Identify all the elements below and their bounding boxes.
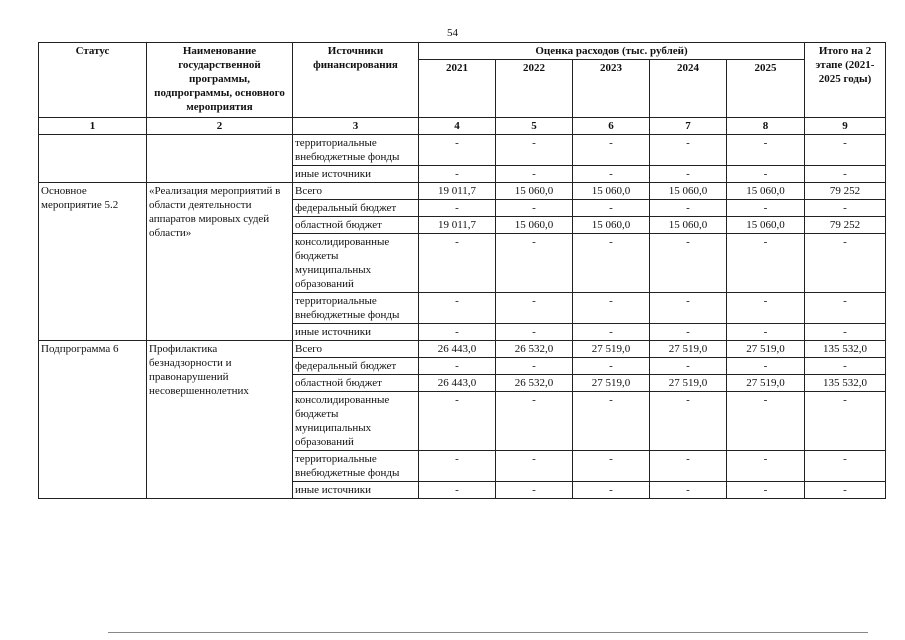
column-number: 1 (39, 118, 147, 135)
year-value-cell: - (496, 324, 573, 341)
year-value-cell: - (650, 451, 727, 482)
year-value-cell: - (650, 482, 727, 499)
header-total: Итого на 2 этапе (2021-2025 годы) (805, 43, 886, 118)
year-value-cell: - (573, 451, 650, 482)
year-value-cell: - (496, 234, 573, 293)
column-number: 3 (293, 118, 419, 135)
header-name: Наименование государственной программы, подпрограммы, основного мероприятия (147, 43, 293, 118)
header-status: Статус (39, 43, 147, 118)
total-value-cell: - (805, 293, 886, 324)
year-value-cell: 26 443,0 (419, 341, 496, 358)
year-value-cell: - (496, 392, 573, 451)
year-value-cell: 26 532,0 (496, 375, 573, 392)
total-value-cell: - (805, 234, 886, 293)
year-value-cell: - (727, 392, 805, 451)
year-value-cell: 15 060,0 (727, 183, 805, 200)
total-value-cell: - (805, 358, 886, 375)
footer-divider (108, 632, 868, 633)
total-value-cell: - (805, 451, 886, 482)
funding-source-cell: территориальные внебюджетные фонды (293, 293, 419, 324)
year-value-cell: - (496, 135, 573, 166)
year-value-cell: 27 519,0 (727, 341, 805, 358)
year-value-cell: - (650, 392, 727, 451)
program-name-cell: Профилактика безнадзорности и правонарушений несовершеннолетних (147, 341, 293, 499)
year-value-cell: - (650, 166, 727, 183)
table-row (39, 183, 886, 200)
year-value-cell: 15 060,0 (496, 217, 573, 234)
year-value-cell: - (496, 200, 573, 217)
year-value-cell: 27 519,0 (727, 375, 805, 392)
year-value-cell: - (727, 358, 805, 375)
column-number: 6 (573, 118, 650, 135)
year-value-cell: 27 519,0 (573, 341, 650, 358)
program-name-cell (147, 135, 293, 183)
column-number: 4 (419, 118, 496, 135)
column-number: 7 (650, 118, 727, 135)
header-year: 2025 (727, 60, 805, 118)
year-value-cell: - (419, 135, 496, 166)
table-body (39, 118, 886, 499)
page-number: 54 (447, 27, 458, 39)
year-value-cell: - (727, 135, 805, 166)
year-value-cell: - (573, 358, 650, 375)
total-value-cell: - (805, 166, 886, 183)
year-value-cell: 15 060,0 (496, 183, 573, 200)
year-value-cell: - (650, 358, 727, 375)
year-value-cell: - (573, 482, 650, 499)
header-sources: Источники финансирования (293, 43, 419, 118)
year-value-cell: 19 011,7 (419, 217, 496, 234)
year-value-cell: - (496, 166, 573, 183)
year-value-cell: - (650, 234, 727, 293)
funding-source-cell: иные источники (293, 166, 419, 183)
year-value-cell: - (419, 166, 496, 183)
funding-source-cell: территориальные внебюджетные фонды (293, 135, 419, 166)
year-value-cell: - (573, 135, 650, 166)
year-value-cell: - (650, 200, 727, 217)
year-value-cell: - (496, 482, 573, 499)
table-row (39, 135, 886, 166)
year-value-cell: 15 060,0 (573, 183, 650, 200)
year-value-cell: 15 060,0 (573, 217, 650, 234)
header-year: 2023 (573, 60, 650, 118)
year-value-cell: - (573, 234, 650, 293)
funding-source-cell: иные источники (293, 482, 419, 499)
year-value-cell: - (419, 451, 496, 482)
total-value-cell: - (805, 200, 886, 217)
funding-source-cell: областной бюджет (293, 217, 419, 234)
year-value-cell: 27 519,0 (650, 375, 727, 392)
year-value-cell: - (727, 200, 805, 217)
column-number: 2 (147, 118, 293, 135)
year-value-cell: - (419, 234, 496, 293)
year-value-cell: - (419, 324, 496, 341)
funding-source-cell: Всего (293, 183, 419, 200)
year-value-cell: - (419, 293, 496, 324)
year-value-cell: - (727, 234, 805, 293)
total-value-cell: - (805, 392, 886, 451)
year-value-cell: - (727, 482, 805, 499)
year-value-cell: 26 443,0 (419, 375, 496, 392)
year-value-cell: 15 060,0 (650, 183, 727, 200)
year-value-cell: 15 060,0 (650, 217, 727, 234)
header-estimate: Оценка расходов (тыс. рублей) (419, 43, 805, 60)
column-number-row (39, 118, 886, 135)
year-value-cell: - (419, 200, 496, 217)
year-value-cell: - (573, 166, 650, 183)
total-value-cell: 135 532,0 (805, 341, 886, 358)
total-value-cell: 135 532,0 (805, 375, 886, 392)
year-value-cell: - (496, 451, 573, 482)
year-value-cell: - (573, 324, 650, 341)
year-value-cell: - (650, 135, 727, 166)
header-year: 2021 (419, 60, 496, 118)
year-value-cell: - (573, 293, 650, 324)
year-value-cell: 19 011,7 (419, 183, 496, 200)
table-row (39, 341, 886, 358)
year-value-cell: - (650, 324, 727, 341)
total-value-cell: 79 252 (805, 183, 886, 200)
funding-source-cell: территориальные внебюджетные фонды (293, 451, 419, 482)
year-value-cell: - (496, 358, 573, 375)
status-cell (39, 135, 147, 183)
funding-source-cell: консолидированные бюджеты муниципальных образований (293, 392, 419, 451)
year-value-cell: - (419, 358, 496, 375)
year-value-cell: - (727, 166, 805, 183)
funding-source-cell: иные источники (293, 324, 419, 341)
year-value-cell: 27 519,0 (573, 375, 650, 392)
year-value-cell: - (573, 392, 650, 451)
year-value-cell: - (727, 293, 805, 324)
header-year: 2022 (496, 60, 573, 118)
year-value-cell: - (573, 200, 650, 217)
year-value-cell: - (496, 293, 573, 324)
year-value-cell: - (419, 392, 496, 451)
year-value-cell: 27 519,0 (650, 341, 727, 358)
funding-source-cell: федеральный бюджет (293, 358, 419, 375)
year-value-cell: 26 532,0 (496, 341, 573, 358)
funding-source-cell: областной бюджет (293, 375, 419, 392)
total-value-cell: - (805, 324, 886, 341)
funding-source-cell: Всего (293, 341, 419, 358)
year-value-cell: - (419, 482, 496, 499)
status-cell: Основное мероприятие 5.2 (39, 183, 147, 341)
budget-table (38, 42, 886, 499)
total-value-cell: 79 252 (805, 217, 886, 234)
funding-source-cell: федеральный бюджет (293, 200, 419, 217)
program-name-cell: «Реализация мероприятий в области деятельности аппаратов мировых судей области» (147, 183, 293, 341)
funding-source-cell: консолидированные бюджеты муниципальных образований (293, 234, 419, 293)
year-value-cell: 15 060,0 (727, 217, 805, 234)
total-value-cell: - (805, 135, 886, 166)
column-number: 5 (496, 118, 573, 135)
total-value-cell: - (805, 482, 886, 499)
column-number: 9 (805, 118, 886, 135)
year-value-cell: - (727, 451, 805, 482)
header-year: 2024 (650, 60, 727, 118)
column-number: 8 (727, 118, 805, 135)
year-value-cell: - (650, 293, 727, 324)
status-cell: Подпрограмма 6 (39, 341, 147, 499)
year-value-cell: - (727, 324, 805, 341)
